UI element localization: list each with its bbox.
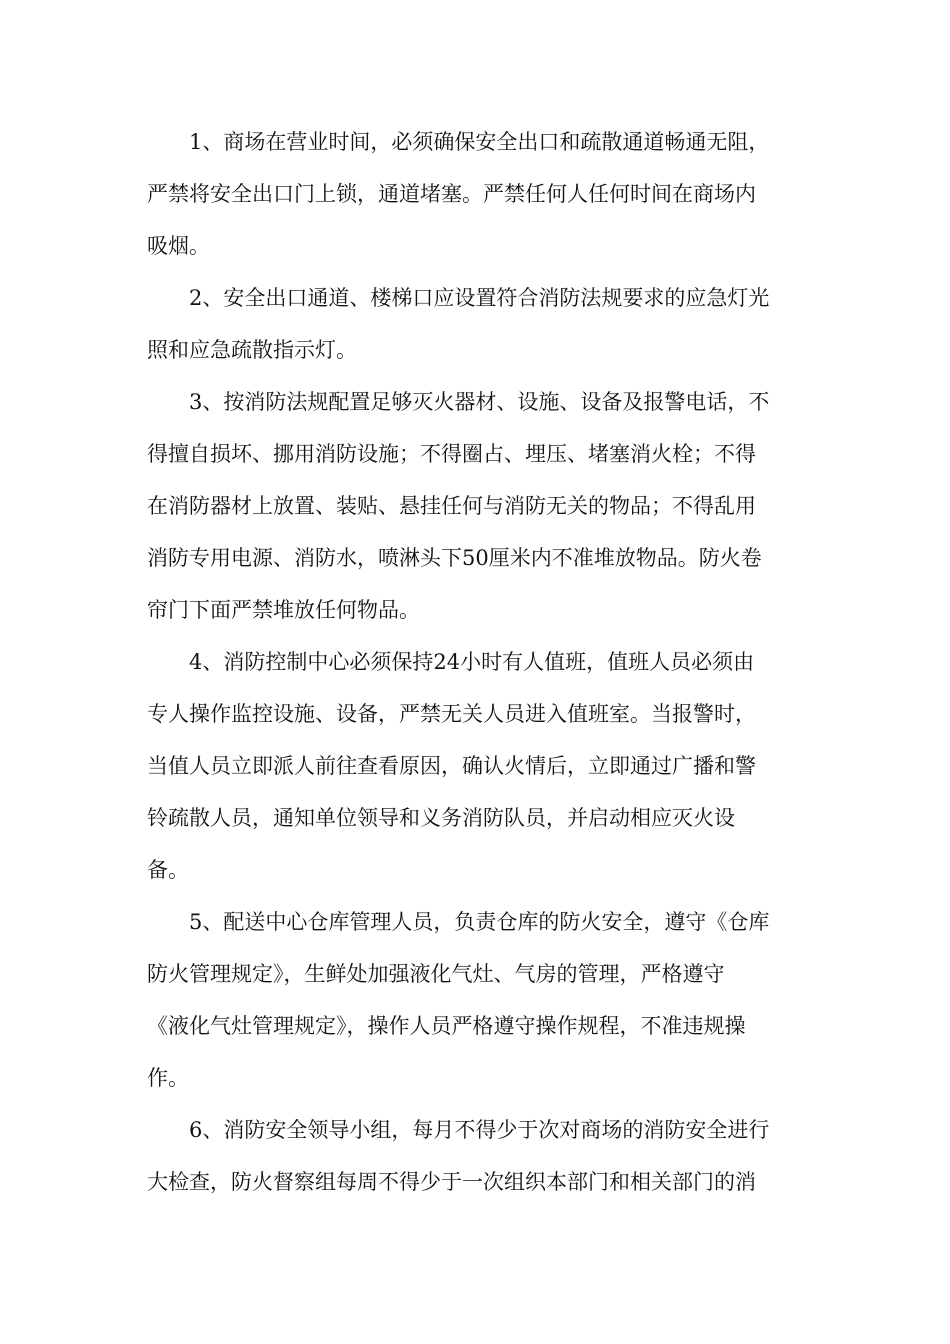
paragraph-line: 1、商场在营业时间，必须确保安全出口和疏散通道畅通无阻， [189, 130, 770, 154]
paragraph-1 [147, 116, 807, 272]
paragraph-line: 消防专用电源、消防水，喷淋头下50厘米内不准堆放物品。防火卷 [147, 546, 762, 570]
paragraph-line: 《液化气灶管理规定》，操作人员严格遵守操作规程，不准违规操 [147, 1014, 746, 1038]
paragraph-line: 照和应急疏散指示灯。 [147, 338, 357, 362]
paragraph-line: 防火管理规定》，生鲜处加强液化气灶、气房的管理，严格遵守 [147, 962, 725, 986]
paragraph-line: 得擅自损坏、挪用消防设施；不得圈占、埋压、堵塞消火栓；不得 [147, 442, 756, 466]
paragraph-line: 吸烟。 [147, 234, 210, 258]
paragraph-line: 严禁将安全出口门上锁，通道堵塞。严禁任何人任何时间在商场内 [147, 182, 756, 206]
paragraph-line: 当值人员立即派人前往查看原因，确认火情后，立即通过广播和警 [147, 754, 756, 778]
paragraph-line: 作。 [147, 1066, 189, 1090]
paragraph-line: 备。 [147, 858, 189, 882]
paragraph-3 [147, 376, 807, 636]
paragraph-4 [147, 636, 807, 896]
paragraph-line: 大检查，防火督察组每周不得少于一次组织本部门和相关部门的消 [147, 1170, 756, 1194]
paragraph-line: 2、安全出口通道、楼梯口应设置符合消防法规要求的应急灯光 [189, 286, 770, 310]
paragraph-line: 铃疏散人员，通知单位领导和义务消防队员，并启动相应灭火设 [147, 806, 735, 830]
paragraph-6 [147, 1104, 807, 1208]
document-body [147, 116, 807, 1208]
paragraph-line: 4、消防控制中心必须保持24小时有人值班，值班人员必须由 [189, 650, 755, 674]
paragraph-line: 6、消防安全领导小组，每月不得少于次对商场的消防安全进行 [189, 1118, 770, 1142]
paragraph-line: 专人操作监控设施、设备，严禁无关人员进入值班室。当报警时， [147, 702, 756, 726]
paragraph-line: 在消防器材上放置、装贴、悬挂任何与消防无关的物品；不得乱用 [147, 494, 756, 518]
paragraph-line: 3、按消防法规配置足够灭火器材、设施、设备及报警电话，不 [189, 390, 770, 414]
paragraph-line: 帘门下面严禁堆放任何物品。 [147, 598, 420, 622]
paragraph-line: 5、配送中心仓库管理人员，负责仓库的防火安全，遵守《仓库 [189, 910, 770, 934]
paragraph-2 [147, 272, 807, 376]
paragraph-5 [147, 896, 807, 1104]
